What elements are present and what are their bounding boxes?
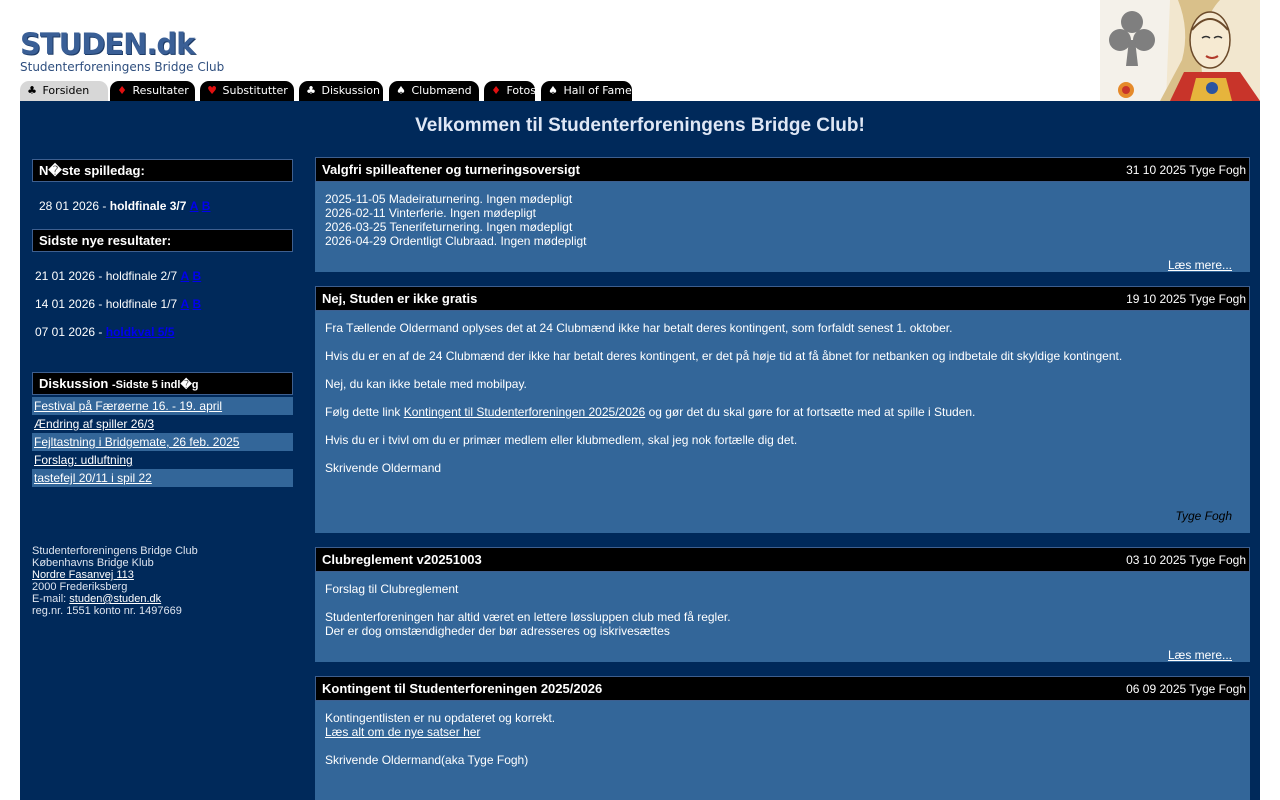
- club-contact-info: [32, 545, 198, 617]
- footer-city: 2000 Frederiksberg: [32, 581, 128, 593]
- tab-label: Resultater: [132, 84, 189, 97]
- post-paragraph: Hvis du er en af de 24 Clubmænd der ikke har betalt deres kontingent, er det på høje tid at få åbnet for netbanken og indbetale dit skyldige kontingent.: [325, 349, 1123, 363]
- tab-label: Diskussion: [321, 84, 380, 97]
- tab-label: Hall of Fame: [563, 84, 632, 97]
- post-header: [315, 157, 1250, 182]
- post-paragraph: Følg dette link Kontingent til Studenterforeningen 2025/2026 og gør det du skal gøre for at fortsætte med at spille i Studen.: [325, 405, 976, 419]
- post-date-author: 19 10 2025 Tyge Fogh: [1126, 292, 1246, 306]
- result-date: 07 01 2026 -: [35, 325, 106, 339]
- latest-results-section: [32, 229, 293, 252]
- news-post: [315, 286, 1250, 533]
- read-more-link[interactable]: Læs mere...: [1167, 258, 1232, 272]
- welcome-heading: Velkommen til Studenterforeningens Bridge Club!: [415, 115, 865, 136]
- result-link[interactable]: holdkval 5/5: [105, 325, 175, 339]
- spade-icon: ♠: [396, 84, 406, 97]
- post-title: Kontingent til Studenterforeningen 2025/2026: [322, 681, 603, 696]
- post-body: [315, 701, 1250, 767]
- news-post: [315, 547, 1250, 662]
- post-title: Clubreglement v20251003: [322, 552, 482, 567]
- post-paragraph: Studenterforeningen har altid været en lettere løssluppen club med få regler.: [325, 610, 731, 624]
- tab-fotos[interactable]: [484, 81, 535, 101]
- result-link-b[interactable]: B: [192, 297, 202, 311]
- post-line: 2025-11-05 Madeiraturnering. Ingen mødepligt: [325, 192, 573, 206]
- post-date-author: 06 09 2025 Tyge Fogh: [1126, 682, 1246, 696]
- logo-tagline: Studenterforeningens Bridge Club: [20, 60, 225, 74]
- post-paragraph: Skrivende Oldermand: [325, 461, 442, 475]
- post-paragraph: Nej, du kan ikke betale med mobilpay.: [325, 377, 527, 391]
- spade-icon: ♠: [548, 84, 558, 97]
- result-date: 14 01 2026 -: [35, 297, 106, 311]
- tab-label: Forsiden: [42, 84, 90, 97]
- heart-icon: ♥: [207, 84, 217, 97]
- logo-wordmark: STUDEN.dk: [20, 27, 195, 61]
- discussion-heading: [32, 372, 293, 395]
- discussion-section: [32, 372, 293, 487]
- site-logo[interactable]: [20, 28, 230, 78]
- post-header: [315, 547, 1250, 572]
- post-date-author: 31 10 2025 Tyge Fogh: [1126, 163, 1246, 177]
- footer-bank-account: reg.nr. 1551 konto nr. 1497669: [32, 605, 182, 617]
- queen-of-clubs-card-image: [1100, 0, 1260, 101]
- next-play-heading: N�ste spilledag:: [32, 159, 293, 182]
- tab-label: Fotos: [506, 84, 536, 97]
- next-play-date: 28 01 2026 -: [39, 199, 110, 213]
- footer-address-link[interactable]: Nordre Fasanvej 113: [32, 569, 134, 581]
- post-paragraph: Der er dog omstændigheder der bør adresseres og iskrivesættes: [325, 624, 670, 638]
- discussion-item[interactable]: Forslag: udluftning: [34, 453, 133, 467]
- post-header: [315, 286, 1250, 311]
- discussion-item[interactable]: Fejltastning i Bridgemate, 26 feb. 2025: [32, 433, 293, 451]
- footer-email-link[interactable]: studen@studen.dk: [69, 593, 162, 605]
- discussion-item[interactable]: Ændring af spiller 26/3: [34, 417, 155, 431]
- footer-email-label: E-mail:: [32, 593, 70, 605]
- post-line: 2026-02-11 Vinterferie. Ingen mødepligt: [325, 206, 537, 220]
- result-date: 21 01 2026 -: [35, 269, 106, 283]
- next-play-event: holdfinale 3/7: [109, 199, 187, 213]
- membership-rates-link[interactable]: Læs alt om de nye satser her: [325, 725, 481, 739]
- next-play-link-b[interactable]: B: [201, 199, 211, 213]
- post-paragraph: Fra Tællende Oldermand oplyses det at 24 Clubmænd ikke har betalt deres kontingent, som forfaldt senest 1. oktober.: [325, 321, 953, 335]
- footer-venue: Københavns Bridge Klub: [32, 557, 154, 569]
- result-link-a[interactable]: A: [180, 297, 190, 311]
- post-body: [315, 311, 1250, 475]
- post-body: [315, 182, 1250, 248]
- post-paragraph: Forslag til Clubreglement: [325, 582, 459, 596]
- tab-hall-of-fame[interactable]: [541, 81, 632, 101]
- discussion-item[interactable]: tastefejl 20/11 i spil 22: [32, 469, 293, 487]
- footer-club-name: Studenterforeningens Bridge Club: [32, 545, 198, 557]
- post-body: [315, 572, 1250, 638]
- club-icon: ♣: [306, 84, 316, 97]
- post-title: Nej, Studen er ikke gratis: [322, 291, 478, 306]
- tab-resultater[interactable]: [110, 81, 195, 101]
- post-date-author: 03 10 2025 Tyge Fogh: [1126, 553, 1246, 567]
- main-content: [20, 101, 1260, 800]
- news-post: [315, 676, 1250, 800]
- post-line: 2026-04-29 Ordentligt Clubraad. Ingen mødepligt: [325, 234, 587, 248]
- tab-substitutter[interactable]: [200, 81, 294, 101]
- tab-forsiden[interactable]: [20, 81, 108, 101]
- post-line: 2026-03-25 Tenerifeturnering. Ingen mødepligt: [325, 220, 573, 234]
- result-row: [35, 325, 174, 339]
- post-paragraph: Kontingentlisten er nu opdateret og korrekt.: [325, 711, 556, 725]
- post-header: [315, 676, 1250, 701]
- next-play-section: [32, 159, 293, 182]
- discussion-title: Diskussion: [39, 376, 109, 391]
- post-paragraph: Hvis du er i tvivl om du er primær medlem eller klubmedlem, skal jeg nok fortælle dig det.: [325, 433, 798, 447]
- next-play-row: [39, 199, 210, 213]
- diamond-icon: ♦: [117, 84, 127, 97]
- discussion-subtitle: -Sidste 5 indl�g: [111, 379, 199, 391]
- tab-label: Substitutter: [222, 84, 288, 97]
- result-link-b[interactable]: B: [192, 269, 202, 283]
- club-icon: ♣: [27, 84, 37, 97]
- post-signature: Tyge Fogh: [1175, 509, 1232, 523]
- latest-results-heading: Sidste nye resultater:: [32, 229, 293, 252]
- result-event: holdfinale 2/7: [105, 269, 178, 283]
- membership-fee-link[interactable]: Kontingent til Studenterforeningen 2025/2026: [403, 405, 646, 419]
- post-title: Valgfri spilleaftener og turneringsoversigt: [322, 162, 580, 177]
- post-paragraph: Skrivende Oldermand(aka Tyge Fogh): [325, 753, 529, 767]
- result-row: [35, 269, 201, 283]
- next-play-link-a[interactable]: A: [189, 199, 199, 213]
- result-event: holdfinale 1/7: [105, 297, 178, 311]
- tab-label: Clubmænd: [411, 84, 472, 97]
- tab-diskussion[interactable]: [299, 81, 383, 101]
- result-row: [35, 297, 201, 311]
- read-more-link[interactable]: Læs mere...: [1167, 648, 1232, 662]
- result-link-a[interactable]: A: [180, 269, 190, 283]
- news-post: [315, 157, 1250, 272]
- discussion-item[interactable]: Festival på Færøerne 16. - 19. april: [32, 397, 293, 415]
- tab-clubmaend[interactable]: [389, 81, 479, 101]
- diamond-icon: ♦: [491, 84, 501, 97]
